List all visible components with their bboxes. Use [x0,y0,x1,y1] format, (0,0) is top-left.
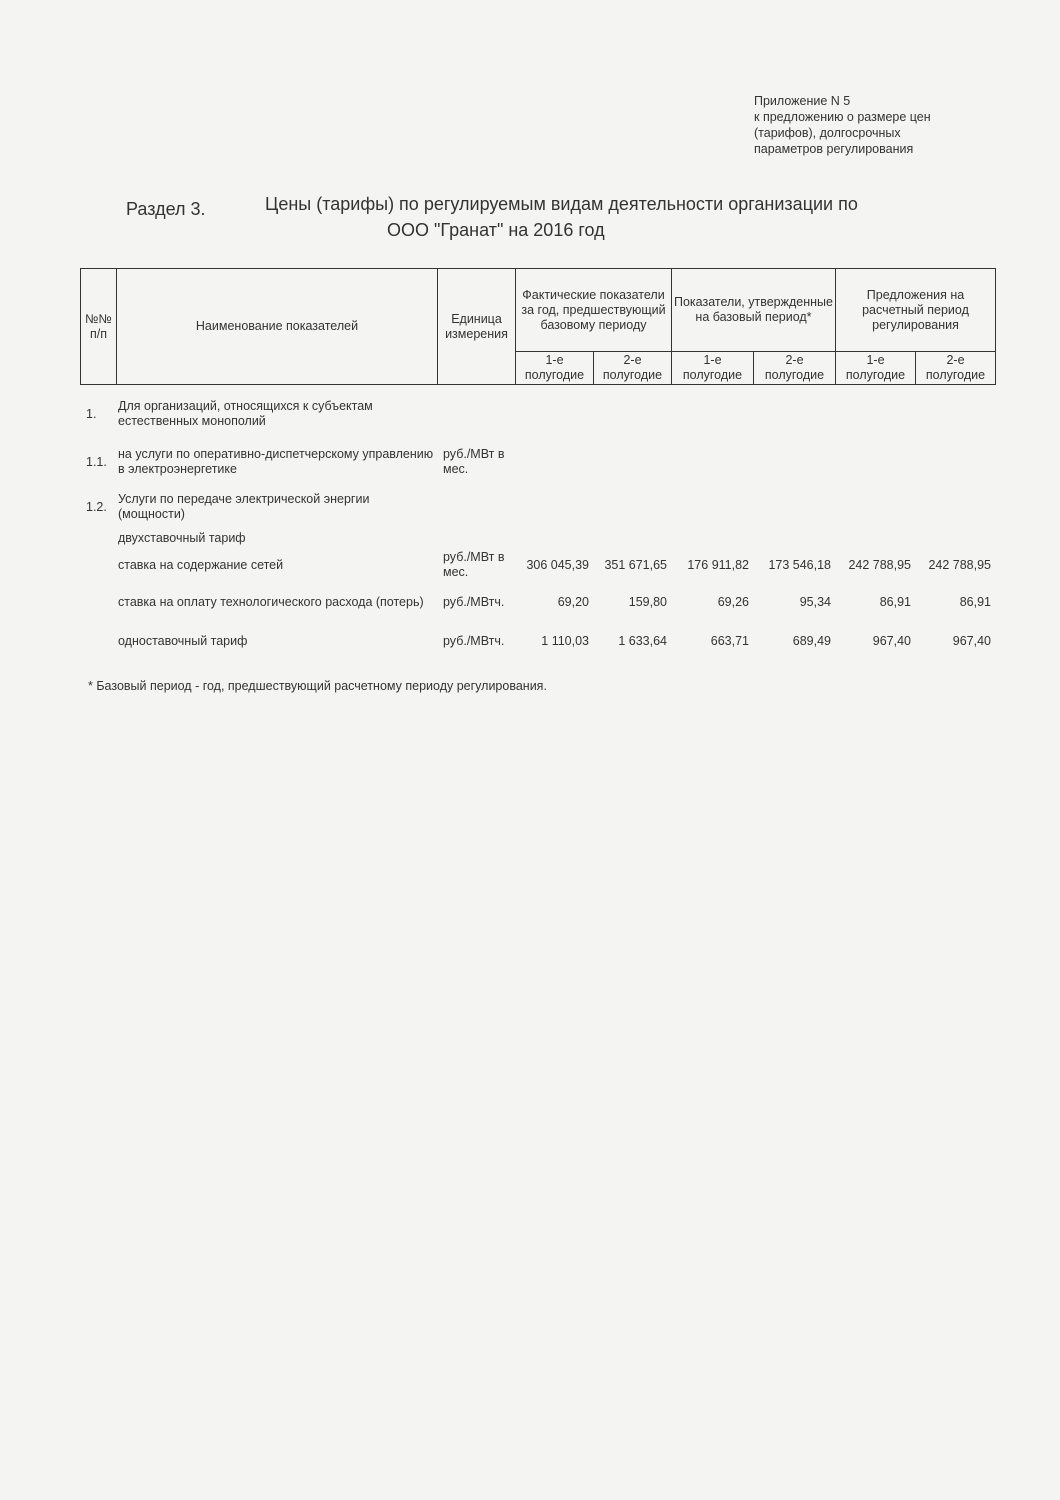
row-name: одноставочный тариф [118,633,248,648]
title-line-2: ООО "Гранат" на 2016 год [387,220,605,240]
row-value [593,438,671,486]
row-value [835,528,915,548]
header-half-1: 1-е полугодие [516,352,594,385]
row-value: 86,91 [959,594,991,609]
row-value: 689,49 [792,633,831,648]
header-half-2: 2-е полугодие [916,352,996,385]
row-value: 1 633,64 [618,633,667,648]
header-proposed: Предложения на расчетный период регулирования [836,269,996,352]
row-value [515,390,593,438]
row-name: Для организаций, относящихся к субъектам естественных монополий [118,399,373,428]
table-row [80,528,995,548]
row-value [835,390,915,438]
annex-line: параметров регулирования [754,142,914,156]
row-value: 173 546,18 [768,557,831,572]
annex-block [754,93,974,157]
row-unit: руб./МВтч. [443,633,505,648]
table-header [80,268,996,385]
annex-line: Приложение N 5 [754,94,851,108]
header-num: №№ п/п [81,269,117,385]
row-value [671,486,753,528]
row-value [915,486,995,528]
row-number: 1.1. [86,454,107,469]
row-name: на услуги по оперативно-диспетчерскому управлению в электроэнергетике [118,447,434,476]
row-value: 1 110,03 [541,633,589,648]
row-value: 351 671,65 [604,557,667,572]
row-value [593,486,671,528]
table-row [80,622,995,660]
annex-line: к предложению о размере цен [754,110,931,124]
row-name: ставка на содержание сетей [118,557,284,572]
row-unit: руб./МВт в мес. [443,447,505,476]
table-row [80,548,995,582]
row-value: 663,71 [710,633,749,648]
row-name: ставка на оплату технологического расхода (потерь) [118,594,424,609]
row-value: 69,26 [717,594,749,609]
annex-line: (тарифов), долгосрочных [754,126,901,140]
row-value: 95,34 [799,594,831,609]
row-number: 1. [86,406,97,421]
table-row [80,390,995,438]
header-half-2: 2-е полугодие [594,352,672,385]
row-value [915,438,995,486]
title-line-1: Цены (тарифы) по регулируемым видам деятельности организации по [265,194,858,214]
section-label: Раздел 3. [126,199,206,219]
header-unit: Единица измерения [438,269,516,385]
row-value [593,390,671,438]
row-value [915,528,995,548]
row-value [671,438,753,486]
row-value [593,528,671,548]
table-row [80,438,995,486]
row-value [835,486,915,528]
row-value: 69,20 [557,594,589,609]
table-body [80,390,995,660]
document-title [265,191,925,243]
table-row [80,582,995,622]
row-value [915,390,995,438]
row-value [515,528,593,548]
header-actual: Фактические показатели за год, предшествующий базовому периоду [516,269,672,352]
row-value: 242 788,95 [848,557,911,572]
row-value: 242 788,95 [928,557,991,572]
row-name: двухставочный тариф [118,530,246,545]
row-number [80,622,116,660]
header-half-2: 2-е полугодие [754,352,836,385]
row-value: 86,91 [879,594,911,609]
header-approved: Показатели, утвержденные на базовый период* [672,269,836,352]
row-value: 967,40 [872,633,911,648]
row-value [753,486,835,528]
row-value [671,390,753,438]
header-half-1: 1-е полугодие [672,352,754,385]
row-value [515,438,593,486]
row-value [515,486,593,528]
row-unit [437,528,515,548]
row-value [835,438,915,486]
header-name: Наименование показателей [117,269,438,385]
row-value [753,390,835,438]
header-half-1: 1-е полугодие [836,352,916,385]
row-value: 159,80 [628,594,667,609]
row-unit [437,486,515,528]
table-row [80,486,995,528]
row-value: 176 911,82 [687,557,749,572]
row-value [753,438,835,486]
row-unit: руб./МВт в мес. [443,550,505,579]
row-value: 306 045,39 [526,557,589,572]
row-number: 1.2. [86,499,107,514]
footnote: * Базовый период - год, предшествующий расчетному периоду регулирования. [88,679,547,693]
row-value [671,528,753,548]
row-number [80,548,116,582]
row-unit [437,390,515,438]
row-number [80,582,116,622]
row-name: Услуги по передаче электрической энергии (мощности) [118,492,370,521]
row-value [753,528,835,548]
row-unit: руб./МВтч. [443,594,505,609]
row-value: 967,40 [952,633,991,648]
row-number [80,528,116,548]
